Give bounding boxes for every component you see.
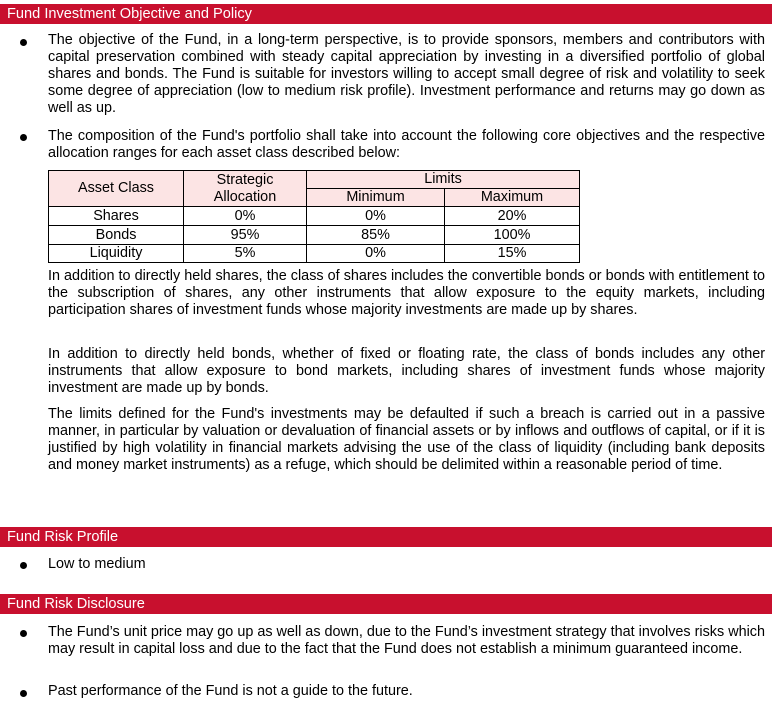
composition-paragraph: The composition of the Fund's portfolio shall take into account the following core objectives and the respective allocation ranges for each asset class described below: (48, 128, 765, 161)
header-minimum: Minimum (307, 189, 445, 207)
minimum-cell: 0% (307, 207, 445, 226)
asset-cell: Bonds (49, 226, 184, 245)
section-header-objective: Fund Investment Objective and Policy (0, 4, 772, 24)
risk-disclosure-item: The Fund’s unit price may go up as well as down, due to the Fund’s investment strategy that involves risks which may result in capital loss and due to the fact that the Fund does not establish a minimum guaranteed income. (48, 624, 765, 657)
maximum-cell: 20% (445, 207, 580, 226)
minimum-cell: 0% (307, 245, 445, 263)
bullet-icon (20, 562, 27, 569)
table-row (49, 245, 580, 263)
header-strategic-allocation: Strategic Allocation (184, 171, 307, 207)
bonds-paragraph: In addition to directly held bonds, whether of fixed or floating rate, the class of bonds includes any other instruments that allow exposure to bond markets, including shares of investment funds whose majority investment are made up by bonds. (48, 346, 765, 396)
section-header-risk-profile: Fund Risk Profile (0, 527, 772, 547)
asset-cell: Liquidity (49, 245, 184, 263)
strategic-cell: 5% (184, 245, 307, 263)
header-maximum: Maximum (445, 189, 580, 207)
strategic-cell: 0% (184, 207, 307, 226)
asset-cell: Shares (49, 207, 184, 226)
minimum-cell: 85% (307, 226, 445, 245)
bullet-icon (20, 690, 27, 697)
table-row (49, 226, 580, 245)
bullet-icon (20, 630, 27, 637)
section-header-risk-disclosure: Fund Risk Disclosure (0, 594, 772, 614)
bullet-icon (20, 134, 27, 141)
shares-paragraph: In addition to directly held shares, the class of shares includes the convertible bonds or bonds with entitlement to the subscription of shares, any other instruments that allow exposure to the equity markets, including participation shares of investment funds whose majority investments are made up by shares. (48, 268, 765, 318)
maximum-cell: 100% (445, 226, 580, 245)
header-limits: Limits (307, 171, 580, 189)
allocation-table (48, 170, 580, 263)
maximum-cell: 15% (445, 245, 580, 263)
risk-profile-item: Low to medium (48, 556, 146, 572)
risk-disclosure-item: Past performance of the Fund is not a guide to the future. (48, 683, 413, 699)
objective-paragraph: The objective of the Fund, in a long-term perspective, is to provide sponsors, members and contributors with capital preservation combined with steady capital appreciation by investing in a diversified portfolio of global shares and bonds. The Fund is suitable for investors willing to accept small degree of risk and volatility to seek some degree of appreciation (low to medium risk profile). Investment performance and returns may go down as well as up. (48, 32, 765, 116)
strategic-cell: 95% (184, 226, 307, 245)
bullet-icon (20, 39, 27, 46)
table-row (49, 207, 580, 226)
header-asset-class: Asset Class (49, 171, 184, 207)
limits-paragraph: The limits defined for the Fund's investments may be defaulted if such a breach is carried out in a passive manner, in particular by valuation or devaluation of financial assets or by inflows and outflows of capital, or if it is justified by high volatility in financial markets advising the use of the class of liquidity (including bank deposits and money market instruments) as a refuge, which should be delimited within a reasonable period of time. (48, 406, 765, 473)
